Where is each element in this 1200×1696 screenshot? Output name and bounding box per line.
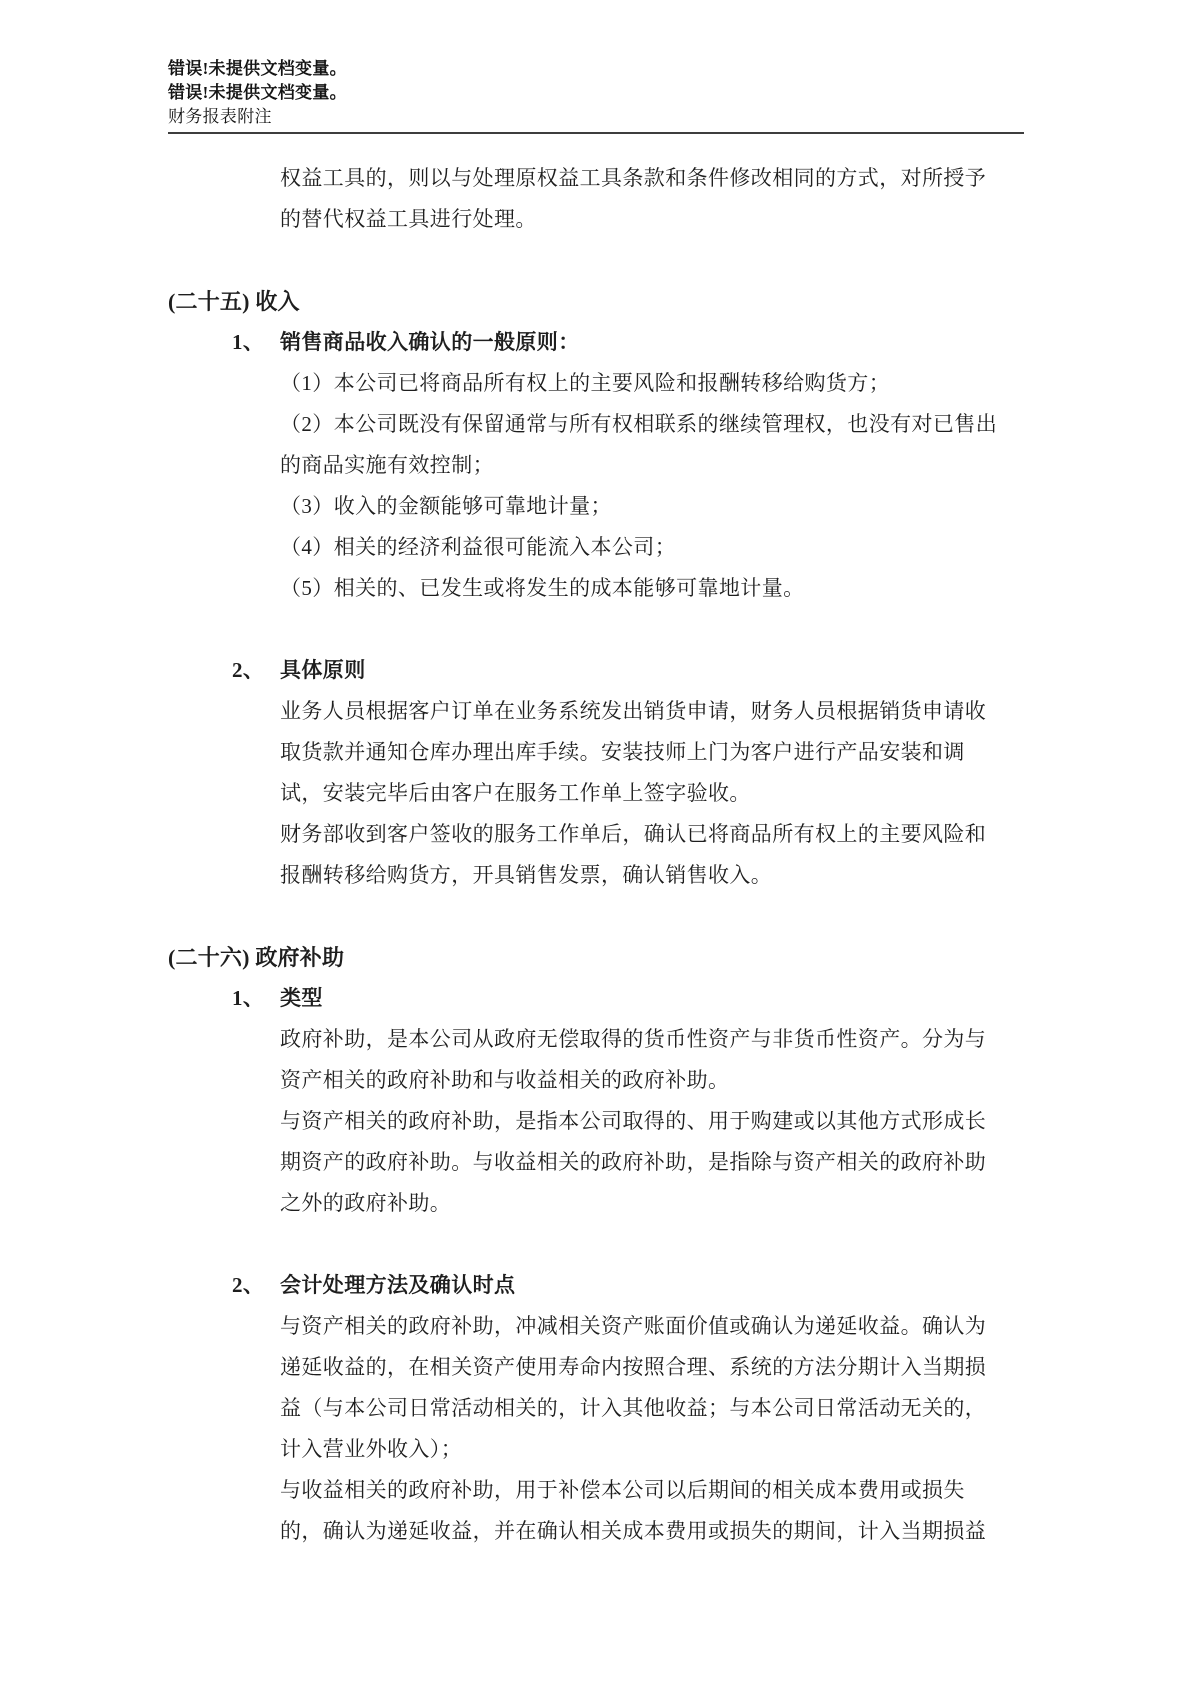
text-line: 试，安装完毕后由客户在服务工作单上签字验收。 (280, 781, 751, 805)
header-doc-title: 财务报表附注 (168, 107, 272, 126)
numbered-heading (168, 978, 1068, 1019)
text-line: 财务部收到客户签收的服务工作单后，确认已将商品所有权上的主要风险和 (280, 822, 987, 846)
blank-line (168, 609, 1068, 650)
heading-number: 1、 (232, 986, 265, 1010)
list-item-line: （4）相关的经济利益很可能流入本公司； (280, 535, 677, 559)
text-line: 业务人员根据客户订单在业务系统发出销货申请，财务人员根据销货申请收 (280, 699, 987, 723)
text-line: 与资产相关的政府补助，是指本公司取得的、用于购建或以其他方式形成长 (280, 1109, 987, 1133)
text-line: 计入营业外收入）； (280, 1437, 463, 1461)
numbered-heading (168, 1265, 1068, 1306)
header-error-line-2: 错误!未提供文档变量。 (168, 83, 347, 102)
list-item-line: （2）本公司既没有保留通常与所有权相联系的继续管理权，也没有对已售出 (280, 412, 998, 436)
section-heading-25: (二十五) 收入 (168, 289, 300, 314)
text-line: 政府补助，是本公司从政府无偿取得的货币性资产与非货币性资产。分为与 (280, 1027, 987, 1051)
text-line: 期资产的政府补助。与收益相关的政府补助，是指除与资产相关的政府补助 (280, 1150, 987, 1174)
numbered-heading (168, 650, 1068, 691)
heading-number: 2、 (232, 658, 265, 682)
text-line: 的替代权益工具进行处理。 (280, 207, 537, 231)
list-item-line: （1）本公司已将商品所有权上的主要风险和报酬转移给购货方； (280, 371, 891, 395)
page-header (168, 57, 1028, 134)
heading-title: 具体原则 (280, 658, 366, 682)
text-line: 的，确认为递延收益，并在确认相关成本费用或损失的期间，计入当期损益 (280, 1519, 987, 1543)
heading-title: 会计处理方法及确认时点 (280, 1273, 516, 1297)
text-line: 资产相关的政府补助和与收益相关的政府补助。 (280, 1068, 730, 1092)
heading-number: 2、 (232, 1273, 265, 1297)
heading-title: 销售商品收入确认的一般原则： (280, 330, 580, 354)
text-line: 与收益相关的政府补助，用于补偿本公司以后期间的相关成本费用或损失 (280, 1478, 965, 1502)
header-rule (168, 132, 1024, 134)
text-line: 益（与本公司日常活动相关的，计入其他收益；与本公司日常活动无关的， (280, 1396, 987, 1420)
section-heading-26: (二十六) 政府补助 (168, 945, 345, 970)
blank-line (168, 1224, 1068, 1265)
text-line: 递延收益的，在相关资产使用寿命内按照合理、系统的方法分期计入当期损 (280, 1355, 987, 1379)
text-line: 报酬转移给购货方，开具销售发票，确认销售收入。 (280, 863, 773, 887)
heading-title: 类型 (280, 986, 323, 1010)
text-line: 之外的政府补助。 (280, 1191, 452, 1215)
text-line: 取货款并通知仓库办理出库手续。安装技师上门为客户进行产品安装和调 (280, 740, 965, 764)
list-item-line: （5）相关的、已发生或将发生的成本能够可靠地计量。 (280, 576, 805, 600)
numbered-heading (168, 322, 1068, 363)
heading-number: 1、 (232, 330, 265, 354)
list-item-line: 的商品实施有效控制； (280, 453, 494, 477)
list-item-line: （3）收入的金额能够可靠地计量； (280, 494, 612, 518)
header-error-line-1: 错误!未提供文档变量。 (168, 59, 347, 78)
text-line: 权益工具的，则以与处理原权益工具条款和条件修改相同的方式，对所授予 (280, 166, 987, 190)
blank-line (168, 896, 1068, 937)
text-line: 与资产相关的政府补助，冲减相关资产账面价值或确认为递延收益。确认为 (280, 1314, 987, 1338)
document-body (168, 158, 1068, 1552)
blank-line (168, 240, 1068, 281)
